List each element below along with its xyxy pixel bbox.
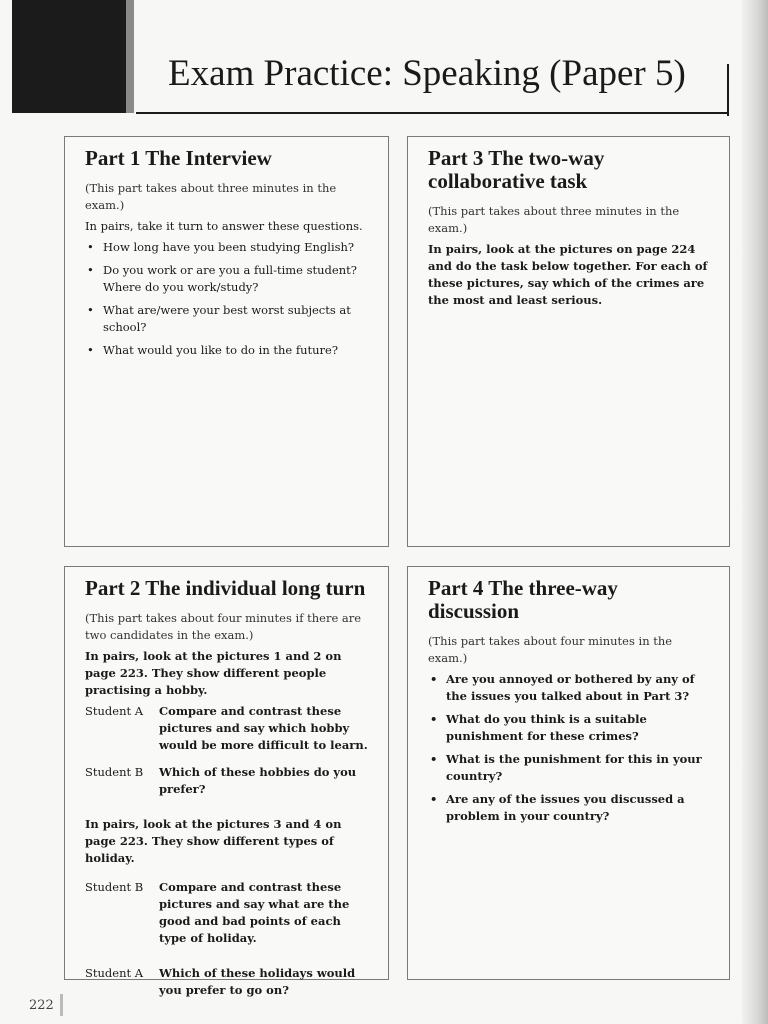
list-item: • What do you think is a suitable punishment for these crimes? bbox=[428, 711, 711, 745]
student-task: Which of these holidays would you prefer to go on? bbox=[159, 966, 356, 997]
header-black-block bbox=[12, 0, 126, 113]
part1-note: (This part takes about three minutes in the exam.) bbox=[85, 181, 337, 212]
list-item: • Are any of the issues you discussed a problem in your country? bbox=[428, 791, 711, 825]
student-row bbox=[85, 965, 370, 999]
part3-instruction: In pairs, look at the pictures on page 224 and do the task below together. For each of these pictures, say which of the crimes are the most and least serious. bbox=[428, 242, 708, 307]
title-vertical-rule bbox=[727, 64, 729, 116]
part4-note: (This part takes about four minutes in the exam.) bbox=[428, 634, 673, 665]
header-grey-strip bbox=[126, 0, 134, 113]
student-task: Compare and contrast these pictures and say which hobby would be more difficult to learn. bbox=[159, 704, 368, 752]
part1-instruction: In pairs, take it turn to answer these questions. bbox=[85, 219, 363, 233]
part2-instruction-1: In pairs, look at the pictures 1 and 2 on page 223. They show different people practising a hobby. bbox=[85, 649, 342, 697]
part1-panel bbox=[64, 136, 389, 547]
page-title: Exam Practice: Speaking (Paper 5) bbox=[168, 53, 686, 94]
part1-title: Part 1 The Interview bbox=[85, 146, 272, 170]
part4-panel bbox=[407, 566, 730, 980]
student-row bbox=[85, 764, 370, 798]
list-item: • How long have you been studying English? bbox=[85, 239, 370, 256]
student-row bbox=[85, 703, 370, 754]
student-task: Which of these hobbies do you prefer? bbox=[159, 765, 357, 796]
list-item: • What is the punishment for this in your country? bbox=[428, 751, 711, 785]
page-number: 222 bbox=[29, 998, 54, 1013]
student-label: Student B bbox=[85, 765, 144, 779]
student-label: Student B bbox=[85, 880, 144, 894]
part2-instruction-2: In pairs, look at the pictures 3 and 4 on page 223. They show different types of holiday. bbox=[85, 817, 342, 865]
part3-title: Part 3 The two-way collaborative task bbox=[428, 146, 605, 193]
student-label: Student A bbox=[85, 704, 144, 718]
student-task: Compare and contrast these pictures and say what are the good and bad points of each type of holiday. bbox=[159, 880, 350, 945]
list-item: • Do you work or are you a full-time student? Where do you work/study? bbox=[85, 262, 370, 296]
part2-title: Part 2 The individual long turn bbox=[85, 576, 366, 600]
page-edge-shadow bbox=[742, 0, 768, 1024]
list-item: • What would you like to do in the future? bbox=[85, 342, 370, 359]
page-number-tick bbox=[60, 994, 63, 1016]
part4-question-list bbox=[428, 671, 711, 825]
part3-panel bbox=[407, 136, 730, 547]
list-item: • What are/were your best worst subjects at school? bbox=[85, 302, 370, 336]
student-label: Student A bbox=[85, 966, 144, 980]
part1-question-list bbox=[85, 239, 370, 359]
part3-note: (This part takes about three minutes in the exam.) bbox=[428, 204, 680, 235]
student-row bbox=[85, 879, 370, 947]
part2-panel bbox=[64, 566, 389, 997]
part4-title: Part 4 The three-way discussion bbox=[428, 576, 618, 623]
list-item: • Are you annoyed or bothered by any of the issues you talked about in Part 3? bbox=[428, 671, 711, 705]
part2-note: (This part takes about four minutes if there are two candidates in the exam.) bbox=[85, 611, 362, 642]
title-underline bbox=[136, 112, 728, 114]
